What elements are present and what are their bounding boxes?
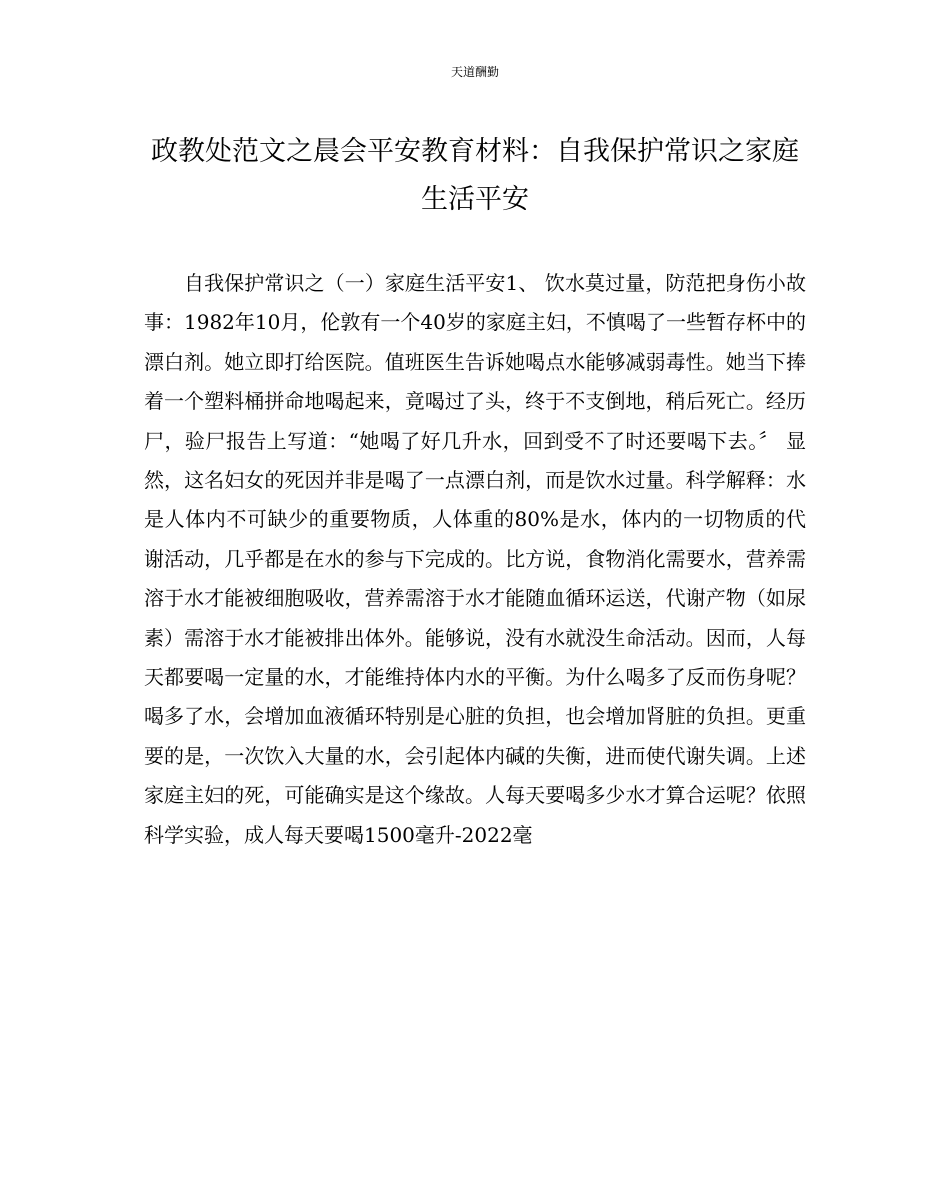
document-body: 自我保护常识之（一）家庭生活平安1、 饮水莫过量，防范把身伤小故事：1982年10月，伦敦有一个40岁的家庭主妇，不慎喝了一些暂存杯中的漂白剂。她立即打给医院。值班医生告诉她喝点水能够减弱毒性。她当下捧着一个塑料桶拼命地喝起来，竟喝过了头，终于不支倒地，稍后死亡。经历尸，验尸报告上写道：“她喝了好几升水，回到受不了时还要喝下去。〞 显然，这名妇女的死因并非是喝了一点漂白剂，而是饮水过量。科学解释：水是人体内不可缺少的重要物质，人体重的80%是水，体内的一切物质的代谢活动，几乎都是在水的参与下完成的。比方说，食物消化需要水，营养需溶于水才能被细胞吸收，营养需溶于水才能随血循环运送，代谢产物（如尿素）需溶于水才能被排出体外。能够说，没有水就没生命活动。因而，人每天都要喝一定量的水，才能维持体内水的平衡。为什么喝多了反而伤身呢？喝多了水，会增加血液循环特别是心脏的负担，也会增加肾脏的负担。更重要的是，一次饮入大量的水，会引起体内碱的失衡，进而使代谢失调。上述家庭主妇的死，可能确实是这个缘故。人每天要喝多少水才算合运呢？依照科学实验，成人每天要喝1500毫升-2022毫 — [144, 271, 806, 847]
document-title: 政教处范文之晨会平安教育材料：自我保护常识之家庭生活平安 — [151, 136, 799, 215]
page-header: 天道酬勤 — [450, 65, 499, 79]
